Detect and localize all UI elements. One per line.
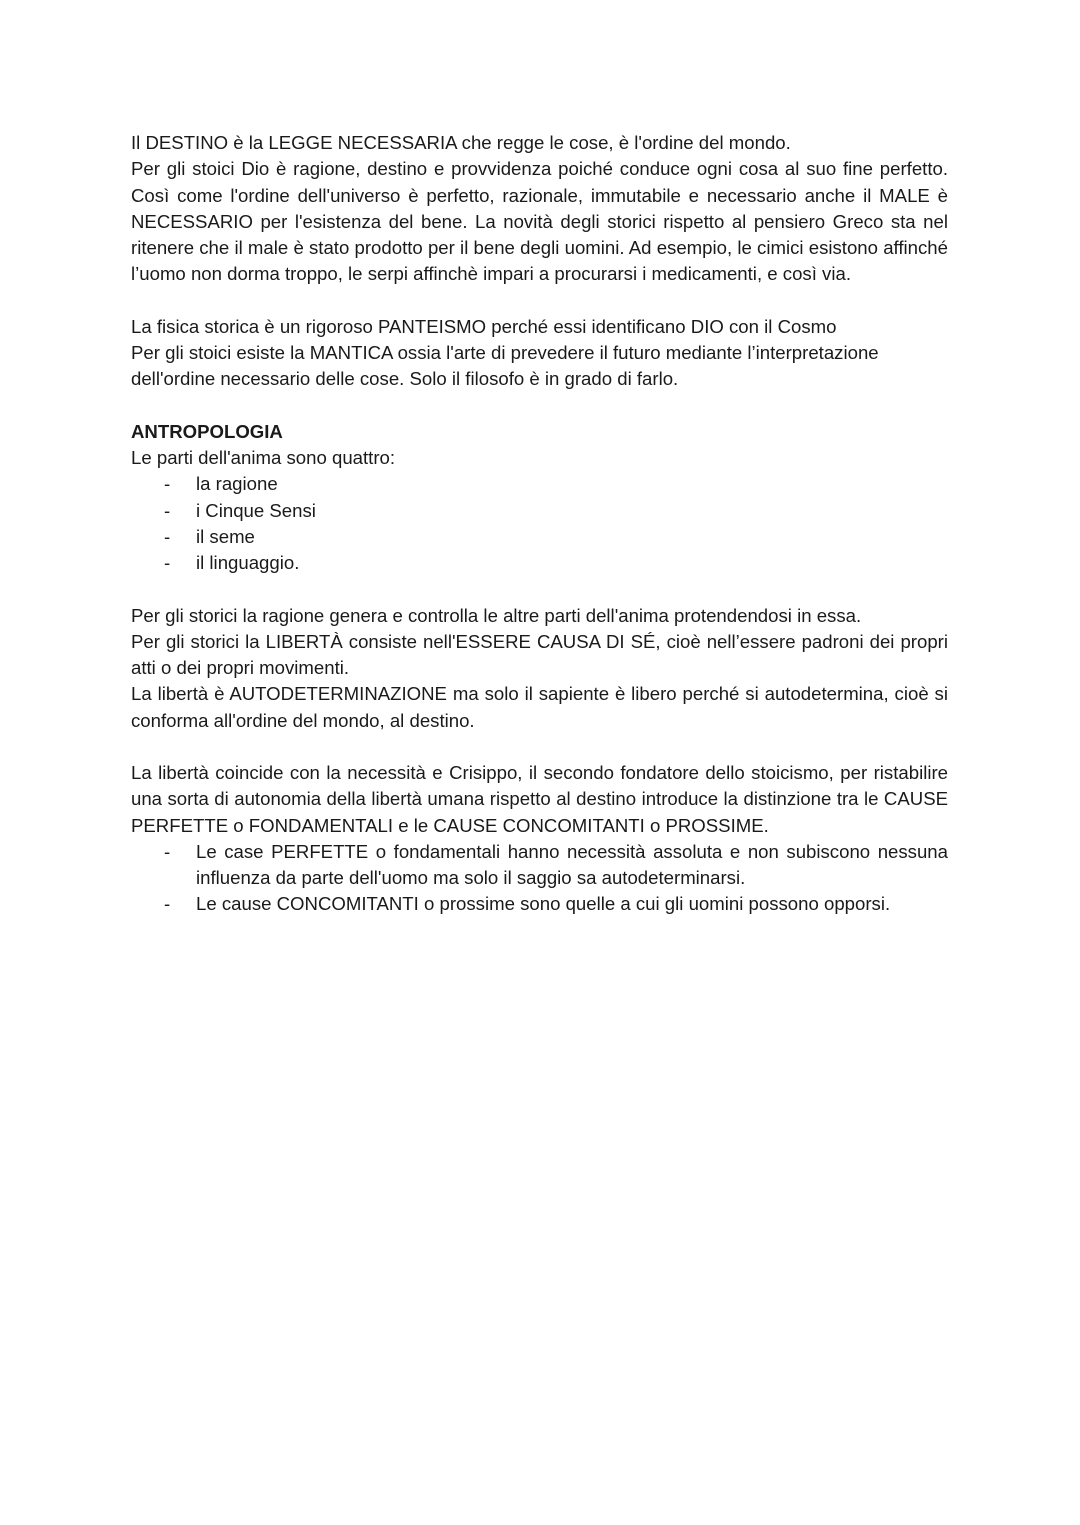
dash-bullet: -	[164, 473, 171, 495]
paragraph: Per gli storici la ragione genera e controlla le altre parti dell'anima protendendosi in essa.	[131, 604, 862, 626]
list-item	[131, 891, 948, 917]
list-item-text: il seme	[196, 525, 255, 547]
list-item-text: Le case PERFETTE o fondamentali hanno necessità assoluta e non subiscono nessuna influenza da parte dell'uomo ma solo il saggio sa autodeterminarsi.	[196, 840, 948, 888]
paragraph: La libertà coincide con la necessità e Crisippo, il secondo fondatore dello stoicismo, per ristabilire una sorta di autonomia della libertà umana rispetto al destino introduce la distinzione tra le CAUSE PERFETTE o FONDAMENTALI e le CAUSE CONCOMITANTI o PROSSIME.	[131, 762, 948, 836]
dash-bullet: -	[164, 525, 171, 547]
list-item-text: Le cause CONCOMITANTI o prossime sono quelle a cui gli uomini possono opporsi.	[196, 893, 891, 915]
section-heading: ANTROPOLOGIA	[131, 420, 283, 442]
list-item	[131, 839, 948, 892]
document-page	[131, 130, 948, 918]
paragraph: La libertà è AUTODETERMINAZIONE ma solo il sapiente è libero perché si autodetermina, cioè si conforma all'ordine del mondo, al destino.	[131, 683, 948, 731]
paragraph: Le parti dell'anima sono quattro:	[131, 447, 396, 468]
dash-bullet: -	[164, 840, 171, 862]
paragraph: Per gli storici la LIBERTÀ consiste nell'ESSERE CAUSA DI SÉ, cioè nell’essere padroni dei propri atti o dei propri movimenti.	[131, 630, 948, 678]
paragraph: Per gli stoici Dio è ragione, destino e provvidenza poiché conduce ogni cosa al suo fine perfetto. Così come l'ordine dell'universo è perfetto, razionale, immutabile e necessario anche il MALE è NECESSARIO per l'esistenza del bene. La novità degli storici rispetto al pensiero Greco sta nel ritenere che il male è stato prodotto per il bene degli uomini. Ad esempio, le cimici esistono affinché l’uomo non dorma troppo, le serpi affinchè impari a procurarsi i medicamenti, e così via.	[131, 158, 948, 285]
list-item-text: la ragione	[196, 473, 278, 495]
list-item-text: il linguaggio.	[196, 552, 300, 573]
dash-bullet: -	[164, 499, 171, 521]
paragraph: Il DESTINO è la LEGGE NECESSARIA che regge le cose, è l'ordine del mondo.	[131, 132, 791, 153]
list-item-text: i Cinque Sensi	[196, 499, 316, 521]
list-item	[131, 498, 948, 524]
paragraph: La fisica storica è un rigoroso PANTEISMO perché essi identificano DIO con il Cosmo	[131, 315, 837, 337]
soul-parts-list	[131, 471, 948, 576]
list-item	[131, 524, 948, 550]
paragraph: Per gli stoici esiste la MANTICA ossia l'arte di prevedere il futuro mediante l’interpretazione dell'ordine necessario delle cose. Solo il filosofo è in grado di farlo.	[131, 342, 879, 390]
dash-bullet: -	[164, 552, 171, 573]
causes-list	[131, 839, 948, 918]
list-item	[131, 471, 948, 497]
list-item	[131, 550, 948, 576]
dash-bullet: -	[164, 893, 171, 915]
